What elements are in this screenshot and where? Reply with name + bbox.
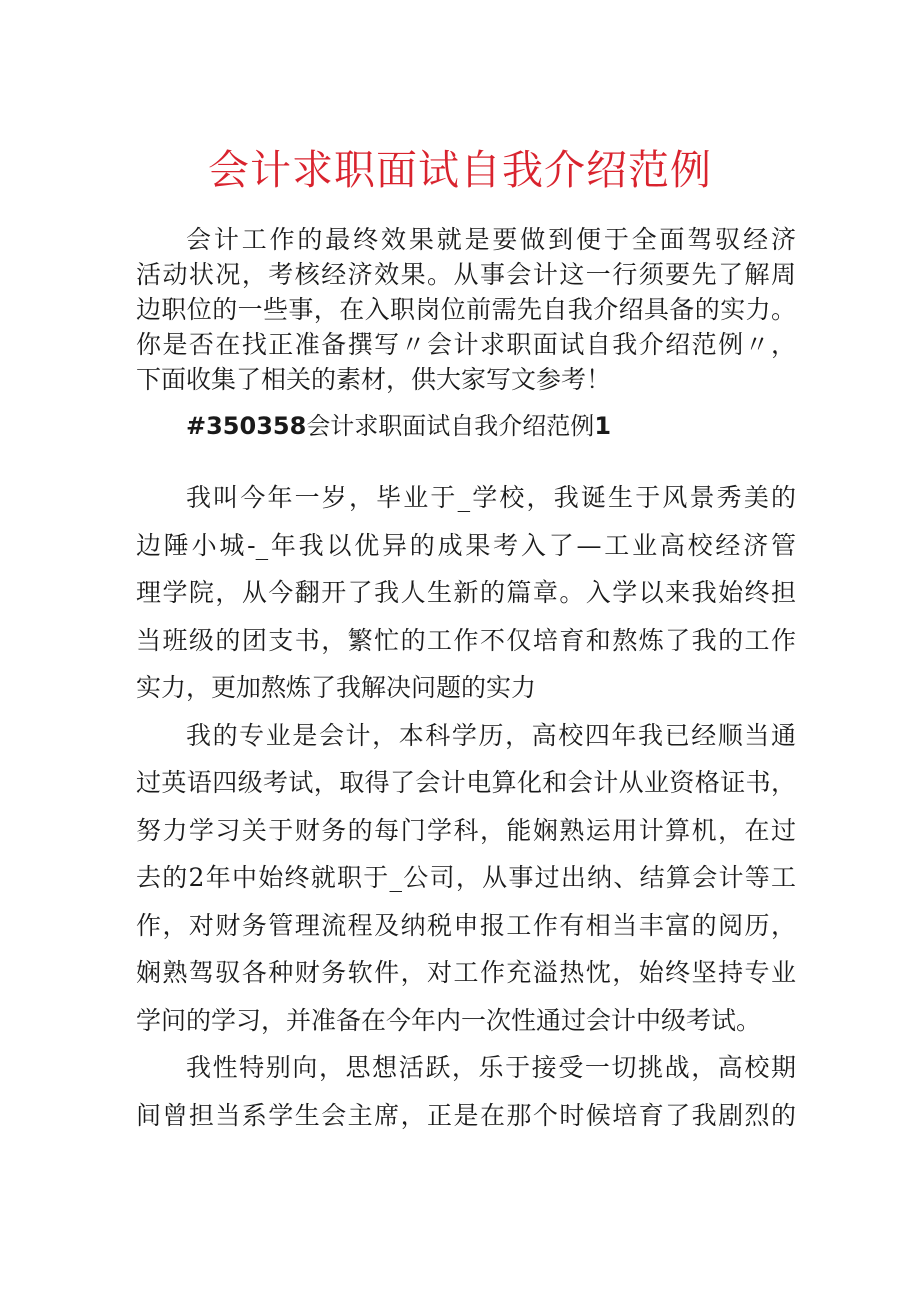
paragraph-line: 间曾担当系学生会主席，正是在那个时候培育了我剧烈的 xyxy=(136,1100,796,1130)
intro-line: 活动状况，考核经济效果。从事会计这一行须要先了解周 xyxy=(136,260,796,289)
section-heading-number: 1 xyxy=(594,412,612,440)
paragraph-line: 我的专业是会计，本科学历，高校四年我已经顺当通 xyxy=(186,720,796,750)
paragraph-line: 过英语四级考试，取得了会计电算化和会计从业资格证书， xyxy=(136,768,796,797)
paragraph-line: 我叫今年一岁，毕业于_学校，我诞生于风景秀美的 xyxy=(186,483,796,512)
paragraph-line: 当班级的团支书，繁忙的工作不仅培育和熬炼了我的工作 xyxy=(136,625,796,655)
intro-line: 边职位的一些事，在入职岗位前需先自我介绍具备的实力。 xyxy=(136,295,796,324)
section-heading-text: 会计求职面试自我介绍范例 xyxy=(306,412,595,440)
paragraph xyxy=(136,474,796,712)
intro-line: 你是否在找正准备撰写〃会计求职面试自我介绍范例〃， xyxy=(136,330,796,359)
paragraph-line: 边陲小城-_年我以优异的成果考入了—工业高校经济管 xyxy=(136,530,796,560)
paragraph xyxy=(136,712,796,1045)
intro-paragraph xyxy=(136,222,796,397)
intro-line: 会计工作的最终效果就是要做到便于全面驾驭经济 xyxy=(186,225,796,254)
paragraph-line: 学问的学习，并准备在今年内一次性通过会计中级考试。 xyxy=(136,1005,762,1035)
paragraph-line: 理学院，从今翻开了我人生新的篇章。入学以来我始终担 xyxy=(136,578,796,607)
section-heading-prefix: #350358 xyxy=(186,412,307,440)
document-title: 会计求职面试自我介绍范例 xyxy=(208,146,712,194)
body-text xyxy=(136,474,796,1139)
section-heading xyxy=(186,406,611,446)
paragraph xyxy=(136,1044,796,1139)
paragraph-line: 娴熟驾驭各种财务软件，对工作充溢热忱，始终坚持专业 xyxy=(136,958,796,987)
paragraph-line: 去的2年中始终就职于_公司，从事过出纳、结算会计等工 xyxy=(136,863,796,892)
intro-line: 下面收集了相关的素材，供大家写文参考！ xyxy=(136,365,612,394)
paragraph-line: 作，对财务管理流程及纳税申报工作有相当丰富的阅历， xyxy=(136,910,796,940)
paragraph-line: 实力，更加熬炼了我解决问题的实力 xyxy=(136,673,537,702)
paragraph-line: 我性特别向，思想活跃，乐于接受一切挑战，高校期 xyxy=(186,1053,796,1082)
paragraph-line: 努力学习关于财务的每门学科，能娴熟运用计算机，在过 xyxy=(136,815,796,845)
